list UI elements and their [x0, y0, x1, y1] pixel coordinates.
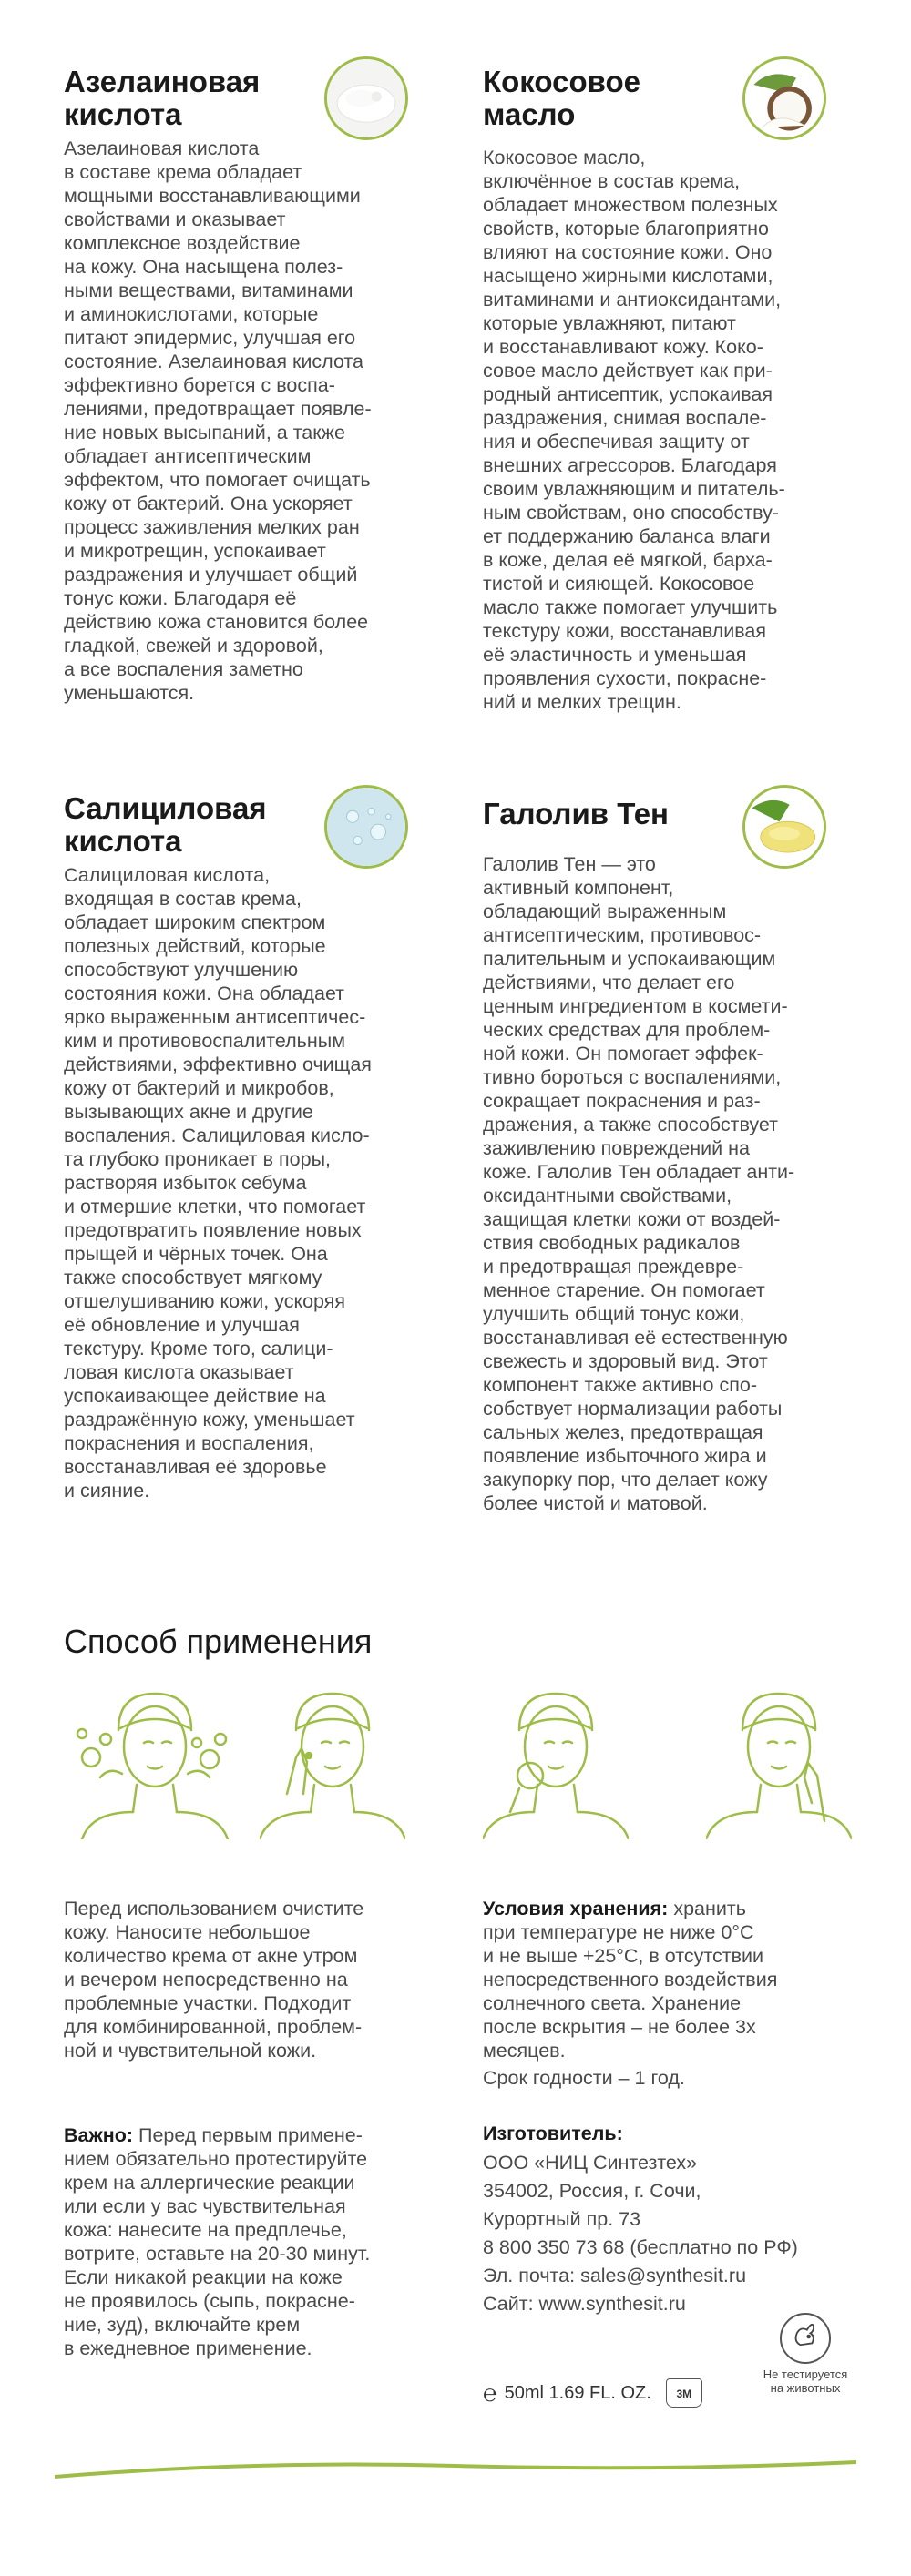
water-drops-image: [324, 785, 408, 869]
pao-icon: 3M: [666, 2378, 702, 2408]
manufacturer-label: Изготовитель:: [483, 2123, 623, 2144]
ingredient-title: Азелаиновая кислота: [64, 65, 261, 131]
instructions-text: Перед использованием очистите кожу. Наносите небольшое количество крема от акне утром и вечером непосредственно на проблемные участки. Подходит для комбинированной, проблем- ной и чувствительной кожи.: [64, 1898, 364, 2062]
ingredient-text: Салициловая кислота, входящая в состав крема, обладает широким спектром полезных действий, которые способствуют улучшению состояния кожи. Она обладает ярко выраженным антисептичес- ким и противовоспалительным действиями, эффективно очищая кожу от бактерий и микробов, вызывающих акне и другие воспаления. Салициловая кисло- та глубоко проникает в поры, растворяя избыток себума и отмершие клетки, что помогает предотвратить появление новых прыщей и чёрных точек. Она также способствует мягкому отшелушиванию кожи, ускоряя её обновление и улучшая текстуру. Кроме того, салици- ловая кислота оказывает успокаивающее действие на раздражённую кожу, уменьшает покраснения и воспаления, восстанавливая её здоровье и сияние.: [64, 864, 372, 1502]
important-text: Перед первым примене- нием обязательно протестируйте крем на аллергические реакции или если у вас чувствительная кожа: нанесите на предплечье, вотрите, оставьте на 20-30 минут. Если никакой реакции на коже не проявилось (сыпь, покрасне- ние, зуд), включайте крем в ежедневное применение.: [64, 2124, 371, 2359]
ingredient-text: Галолив Тен — это активный компонент, обладающий выраженным антисептическим, противовос- палительным и успокаивающим действиями, что делает его ценным ингредиентом в космети- ческих средствах для проблем- ной кожи. Он помогает эффек- тивно бороться с воспалениями, сокращает покраснения и раз- дражения, а также способствует заживлению повреждений на коже. Галолив Тен обладает анти- оксидантными свойствами, защищая клетки кожи от воздей- ствия свободных радикалов и предотвращая преждевре- менное старение. Он помогает улучшить общий тонус кожи, восстанавливая её естественную свежесть и здоровый вид. Этот компонент также активно спо- собствует нормализации работы сальных желез, предотвращая появление избыточного жира и закупорку пор, что делает кожу более чистой и матовой.: [483, 853, 795, 1514]
ingredient-title: Салициловая кислота: [64, 791, 267, 858]
usage-title: Способ применения: [64, 1623, 373, 1660]
manufacturer-address: 354002, Россия, г. Сочи,: [483, 2180, 701, 2202]
rabbit-icon: [780, 2313, 831, 2364]
storage-conditions: [483, 1897, 865, 2090]
storage-text: хранить при температуре не ниже 0°С и не выше +25°С, в отсутствии непосредственного воздействия солнечного света. Хранение после вскрытия – не более 3х месяцев.: [483, 1898, 778, 2062]
face-step-4-icon: [706, 1675, 852, 1839]
cruelty-free-text: Не тестируется на животных: [763, 2367, 848, 2395]
volume-text: 50ml 1.69 FL. OZ.: [504, 2382, 651, 2403]
important-label: Важно:: [64, 2124, 134, 2146]
ingredient-text: Кокосовое масло, включённое в состав крема, обладает множеством полезных свойств, которые благоприятно влияют на состояние кожи. Оно насыщено жирными кислотами, витаминами и антиоксидантами, которые увлажняют, питают и восстанавливают кожу. Коко- совое масло действует как при- родный антисептик, успокаивая раздражения, снимая воспале- ния и обеспечивая защиту от внешних агрессоров. Благодаря своим увлажняющим и питатель- ным свойствам, оно способству- ет поддержанию баланса влаги в коже, делая её мягкой, барха- тистой и сияющей. Кокосовое масло также помогает улучшить текстуру кожи, восстанавливая её эластичность и уменьшая проявления сухости, покрасне- ний и мелких трещин.: [483, 147, 785, 713]
ingredient-azelaic: [64, 66, 428, 705]
shelf-life: Срок годности – 1 год.: [483, 2067, 685, 2089]
face-step-1-icon: [64, 1675, 237, 1839]
manufacturer-site: Сайт: www.synthesit.ru: [483, 2293, 686, 2315]
ingredient-halolive: [483, 798, 865, 1515]
ingredient-title: Кокосовое масло: [483, 65, 640, 131]
face-step-2-icon: [260, 1675, 405, 1839]
ingredient-salicylic: [64, 792, 428, 1502]
powder-image: [324, 56, 408, 140]
ingredient-coconut: [483, 66, 865, 714]
manufacturer-company: ООО «НИЦ Синтезтех»: [483, 2152, 698, 2174]
decorative-wave: [55, 2457, 856, 2484]
cruelty-free-badge: [751, 2313, 860, 2395]
face-step-3-icon: [483, 1675, 629, 1839]
manufacturer-phone: 8 800 350 73 68 (бесплатно по РФ): [483, 2236, 798, 2258]
ingredient-title: Галолив Тен: [483, 797, 669, 830]
manufacturer: [483, 2122, 865, 2318]
storage-label: Условия хранения:: [483, 1898, 669, 1919]
volume-info: [483, 2378, 702, 2408]
manufacturer-email: Эл. почта: sales@synthesit.ru: [483, 2265, 747, 2286]
ingredient-text: Азелаиновая кислота в составе крема обладает мощными восстанавливающими свойствами и оказывает комплексное воздействие на кожу. Она насыщена полез- ными веществами, витаминами и аминокислотами, которые питают эпидермис, улучшая его состояние. Азелаиновая кислота эффективно борется с воспа- лениями, предотвращает появле- ние новых высыпаний, а также обладает антисептическим эффектом, что помогает очищать кожу от бактерий. Она ускоряет процесс заживления мелких ран и микротрещин, успокаивает раздражения и улучшает общий тонус кожи. Благодаря её действию кожа становится более гладкой, свежей и здоровой, а все воспаления заметно уменьшаются.: [64, 137, 372, 704]
coconut-image: [742, 56, 826, 140]
manufacturer-street: Курортный пр. 73: [483, 2208, 641, 2230]
important-note: [64, 2123, 456, 2360]
usage-instructions: [64, 1897, 446, 2062]
e-mark-icon: ℮: [483, 2378, 497, 2407]
yellow-powder-image: [742, 785, 826, 869]
